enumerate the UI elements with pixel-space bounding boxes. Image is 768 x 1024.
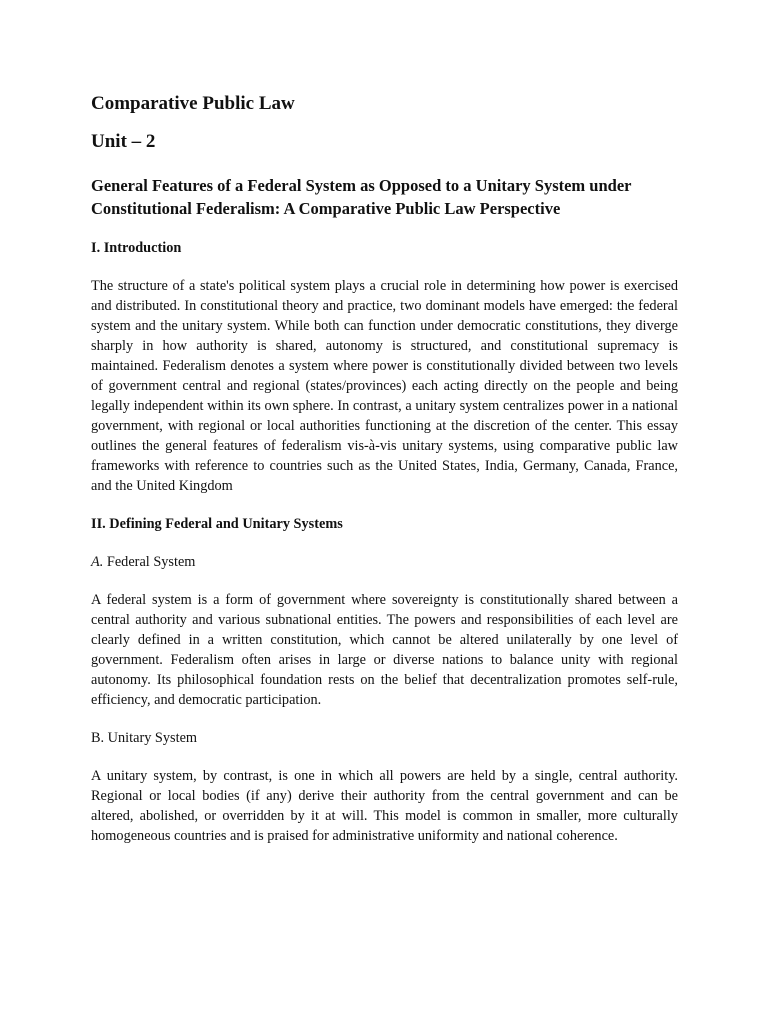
course-title: Comparative Public Law (91, 93, 295, 114)
introduction-paragraph: The structure of a state's political system plays a crucial role in determining how power is exercised and distributed. In constitutional theory and practice, two dominant models have emerged: the federal system and the unitary system. While both can function under democratic constitutions, they diverge sharply in how authority is shared, autonomy is structured, and constitutional supremacy is maintained. Federalism denotes a system where power is constitutionally divided between two levels of government central and regional (states/provinces) each acting directly on the people and being legally independent within its own sphere. In contrast, a unitary system centralizes power in a national government, with regional or local authorities functioning at the discretion of the center. This essay outlines the general features of federalism vis-à-vis unitary systems, using comparative public law frameworks with reference to countries such as the United States, India, Germany, Canada, France, and the United Kingdom (91, 278, 678, 494)
defining-systems-heading: II. Defining Federal and Unitary Systems (91, 516, 343, 532)
federal-system-heading (91, 552, 678, 572)
federal-system-paragraph: A federal system is a form of government where sovereignty is constitutionally shared between a central authority and various subnational entities. The powers and responsibilities of each level are clearly defined in a written constitution, which cannot be altered unilaterally by one level of government. Federalism often arises in large or diverse nations to balance unity with regional autonomy. Its philosophical foundation rests on the belief that decentralization promotes self-rule, efficiency, and democratic participation. (91, 592, 678, 708)
unit-label: Unit – 2 (91, 131, 156, 152)
document-page (91, 92, 678, 846)
federal-system-letter: A. (91, 554, 104, 570)
unitary-system-heading: B. Unitary System (91, 730, 198, 746)
essay-title: General Features of a Federal System as Opposed to a Unitary System under Constitutional Federalism: A Comparative Public Law Perspective (91, 176, 632, 218)
introduction-heading: I. Introduction (91, 240, 182, 256)
federal-system-label: Federal System (103, 554, 196, 570)
unitary-system-paragraph: A unitary system, by contrast, is one in which all powers are held by a single, central authority. Regional or local bodies (if any) derive their authority from the central government and can be altered, abolished, or overridden by it at will. This model is common in smaller, more culturally homogeneous countries and is praised for administrative uniformity and national coherence. (91, 768, 678, 844)
